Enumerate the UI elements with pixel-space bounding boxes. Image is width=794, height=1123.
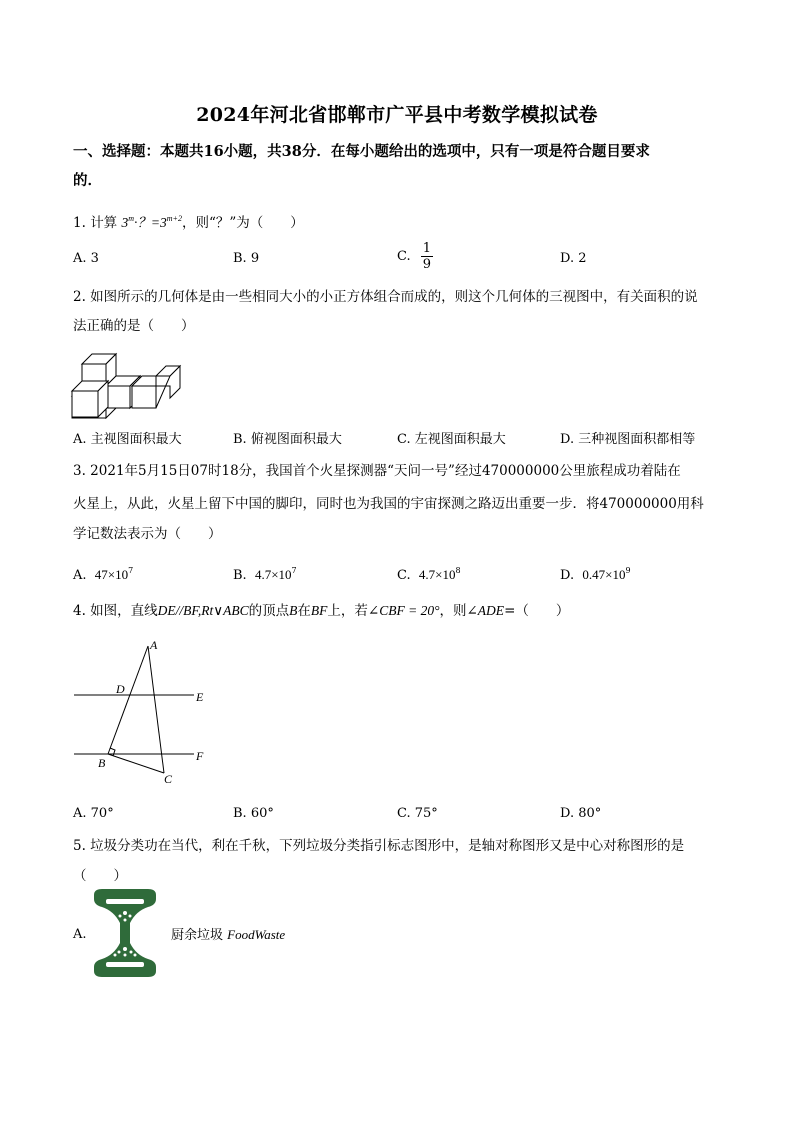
q4-lines: DE//BF,Rt∨ABC xyxy=(157,603,249,618)
question-3-line3: 学记数法表示为（ ） xyxy=(73,526,222,542)
option-a: A. $47\times 10^7$ xyxy=(73,566,134,583)
question-2-line2: 法正确的是（ ） xyxy=(73,318,195,334)
section-heading-line2: 的． xyxy=(73,172,102,189)
cube-solid-figure xyxy=(70,347,182,419)
question-5-line2: （ ） xyxy=(73,868,127,884)
q4-angle-cbf: ∠CBF = 20° xyxy=(367,603,440,618)
option-c: C. 左视图面积最大 xyxy=(397,432,506,447)
question-3-line1: 3. 2021年5月15日07时18分，我国首个火星探测器“天问一号”经过470000000公里旅程成功着陆在 xyxy=(73,463,681,479)
question-number: 1. xyxy=(73,215,86,231)
label-a: A xyxy=(150,638,158,652)
option-a: A. 主视图面积最大 xyxy=(73,432,182,447)
label-b: B xyxy=(98,756,106,770)
triangle-figure xyxy=(70,636,220,786)
question-2-line1: 2. 如图所示的几何体是由一些相同大小的小正方体组合而成的，则这个几何体的三视图中，有关面积的说 xyxy=(73,289,698,305)
question-1 xyxy=(73,209,304,233)
option-d: D. 三种视图面积都相等 xyxy=(560,432,696,447)
question-text-post: ，则“？”为（ ） xyxy=(181,215,304,231)
option-c: C. $4.7\times 10^8$ xyxy=(397,566,461,583)
question-text: 计算 xyxy=(90,215,118,231)
option-b: B. 60° xyxy=(233,806,274,821)
option-b: B. 俯视图面积最大 xyxy=(233,432,342,447)
option-a: A. 3 xyxy=(73,251,99,266)
question-3-line2: 火星上，从此，火星上留下中国的脚印，同时也为我国的宇宙探测之路迈出重要一步．将470000000用科 xyxy=(73,496,704,512)
option-c: C. 75° xyxy=(397,806,438,821)
page-title: 2024年河北省邯郸市广平县中考数学模拟试卷 xyxy=(196,104,598,126)
label-d: D xyxy=(116,682,125,696)
question-5-line1: 5. 垃圾分类功在当代，利在千秋，下列垃圾分类指引标志图形中，是轴对称图形又是中心对称图形的是 xyxy=(73,838,685,854)
option-d: D. 80° xyxy=(560,806,602,821)
option-c: C. $\frac{1}{9}$ xyxy=(397,241,432,272)
q4-angle-ade: ∠ADE xyxy=(466,603,505,618)
section-heading xyxy=(73,137,728,195)
question-4: 4. 如图，直线DE//BF,Rt∨ABC的顶点B在BF上，若∠CBF = 20°，则∠ADE=（ ） xyxy=(73,603,570,619)
option-b: B. $4.7\times 10^7$ xyxy=(233,566,297,583)
q1-expression: $3^m\cdot$？$=3^{m+2}$ xyxy=(121,214,182,230)
option-d: D. 2 xyxy=(560,251,587,266)
option-b: B. 9 xyxy=(233,251,260,266)
option-a: A. 70° xyxy=(73,806,114,821)
option-d: D. $0.47\times 10^9$ xyxy=(560,566,631,583)
label-f: F xyxy=(196,749,204,763)
food-waste-logo-icon xyxy=(92,889,158,977)
fraction-one-ninth: $\frac{1}{9}$ xyxy=(422,241,432,272)
option-a-text: 厨余垃圾 FoodWaste xyxy=(171,927,286,943)
section-heading-line1: 一、选择题：本题共16小题，共38分．在每小题给出的选项中，只有一项是符合题目要求 xyxy=(73,143,650,160)
option-a-label: A. xyxy=(73,927,87,942)
label-c: C xyxy=(164,772,173,786)
label-e: E xyxy=(196,690,204,704)
